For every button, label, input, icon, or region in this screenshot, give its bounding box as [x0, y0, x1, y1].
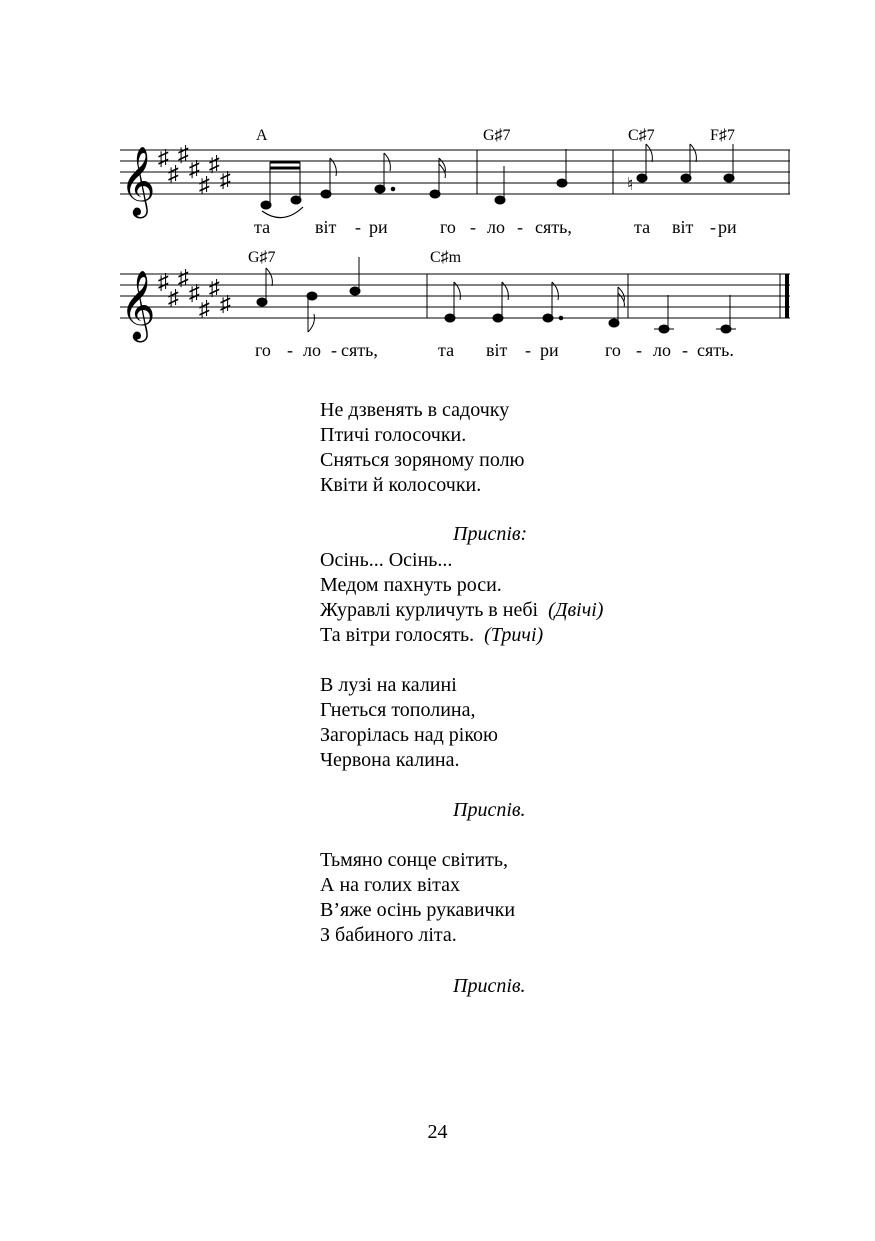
chorus-label: Приспів: [453, 523, 528, 545]
chord-symbol: C♯7 [628, 127, 655, 144]
verse-line-text: Журавлі курличуть в небі [320, 599, 539, 621]
verse-line: Сняться зоряному полю [320, 449, 525, 471]
lyric-syllable: го [255, 340, 271, 360]
lyric-syllable: та [254, 217, 271, 237]
music-staff-line-1 [0, 110, 875, 250]
treble-clef-icon [120, 147, 155, 218]
svg-text:♯: ♯ [158, 145, 169, 170]
lyric-syllable: ри [718, 217, 737, 237]
svg-text:♯: ♯ [209, 151, 220, 176]
svg-text:♯: ♯ [220, 167, 231, 192]
lyric-syllable: віт [672, 217, 694, 237]
verse-line: Квіти й колосочки. [320, 474, 482, 496]
verse-line: Тьмяно сонце світить, [320, 849, 508, 871]
svg-text:♯: ♯ [158, 269, 169, 294]
lyric-syllable: го [440, 217, 456, 237]
lyric-syllable: го [605, 340, 621, 360]
lyric-syllable: сять, [341, 340, 378, 360]
lyric-syllable: віт [315, 217, 337, 237]
svg-text:𝄞: 𝄞 [120, 272, 156, 338]
key-signature [158, 265, 231, 321]
verse-line: А на голих вітах [320, 874, 461, 896]
svg-text:♯: ♯ [209, 275, 220, 300]
verse-line: Осінь... Осінь... [320, 549, 453, 571]
verse-3 [320, 848, 515, 948]
svg-text:♯: ♯ [199, 296, 210, 321]
lyric-hyphen: - [710, 217, 716, 237]
chord-symbol: C♯m [430, 249, 462, 266]
page-number: 24 [427, 1121, 448, 1143]
lyric-syllable: та [438, 340, 455, 360]
chorus-label: Приспів. [453, 799, 526, 821]
svg-text:♯: ♯ [168, 161, 179, 186]
verse-line: Червона калина. [320, 749, 460, 771]
key-signature [158, 141, 231, 197]
svg-text:♯: ♯ [189, 156, 200, 181]
lyric-hyphen: - [331, 340, 337, 360]
verse-line-text: Та вітри голосять. [320, 624, 475, 646]
verse-line: Медом пахнуть роси. [320, 574, 502, 596]
verse-line: Не дзвенять в садочку [320, 399, 510, 421]
chord-symbol: F♯7 [710, 127, 735, 144]
lyric-syllable: ри [369, 217, 388, 237]
svg-text:♯: ♯ [178, 265, 189, 290]
verse-line: Гнеться тополина, [320, 699, 476, 721]
lyric-syllable: сять. [697, 340, 734, 360]
lyric-hyphen: - [636, 340, 642, 360]
lyric-hyphen: - [682, 340, 688, 360]
lyric-syllable: та [634, 217, 651, 237]
svg-text:♮: ♮ [627, 174, 634, 194]
lyric-hyphen: - [525, 340, 531, 360]
chord-symbol: G♯7 [248, 249, 276, 266]
lyric-hyphen: - [517, 217, 523, 237]
svg-text:𝄞: 𝄞 [120, 148, 156, 214]
lyric-syllable: ло [303, 340, 321, 360]
verse-line [320, 623, 603, 648]
verse-2 [320, 673, 498, 773]
lyric-syllable: сять, [535, 217, 572, 237]
svg-text:♯: ♯ [168, 285, 179, 310]
lyric-syllable: ри [540, 340, 559, 360]
verse-line: Загорілась над рікою [320, 724, 498, 746]
chorus [320, 548, 603, 648]
lyric-syllable: віт [486, 340, 508, 360]
svg-text:♯: ♯ [178, 141, 189, 166]
repeat-note: (Тричі) [484, 624, 544, 646]
verse-line: В’яже осінь рукавички [320, 899, 516, 921]
svg-text:♯: ♯ [220, 291, 231, 316]
treble-clef-icon [120, 271, 155, 342]
verse-line: Птичі голосочки. [320, 424, 467, 446]
lyric-hyphen: - [287, 340, 293, 360]
svg-text:♯: ♯ [189, 280, 200, 305]
notes [257, 257, 736, 333]
chord-symbol: G♯7 [483, 127, 511, 144]
lyric-syllable: ло [487, 217, 505, 237]
chorus-label: Приспів. [453, 975, 526, 997]
svg-text:♯: ♯ [199, 172, 210, 197]
music-staff-line-2 [0, 235, 875, 365]
verse-line [320, 598, 603, 623]
chord-symbol: A [256, 127, 268, 144]
lyric-hyphen: - [470, 217, 476, 237]
verse-line: В лузі на калині [320, 674, 457, 696]
verse-line: З бабиного літа. [320, 924, 457, 946]
notes [261, 144, 734, 218]
lyric-syllable: ло [653, 340, 671, 360]
lyric-hyphen: - [355, 217, 361, 237]
verse-1 [320, 398, 525, 498]
repeat-note: (Двічі) [548, 599, 604, 621]
